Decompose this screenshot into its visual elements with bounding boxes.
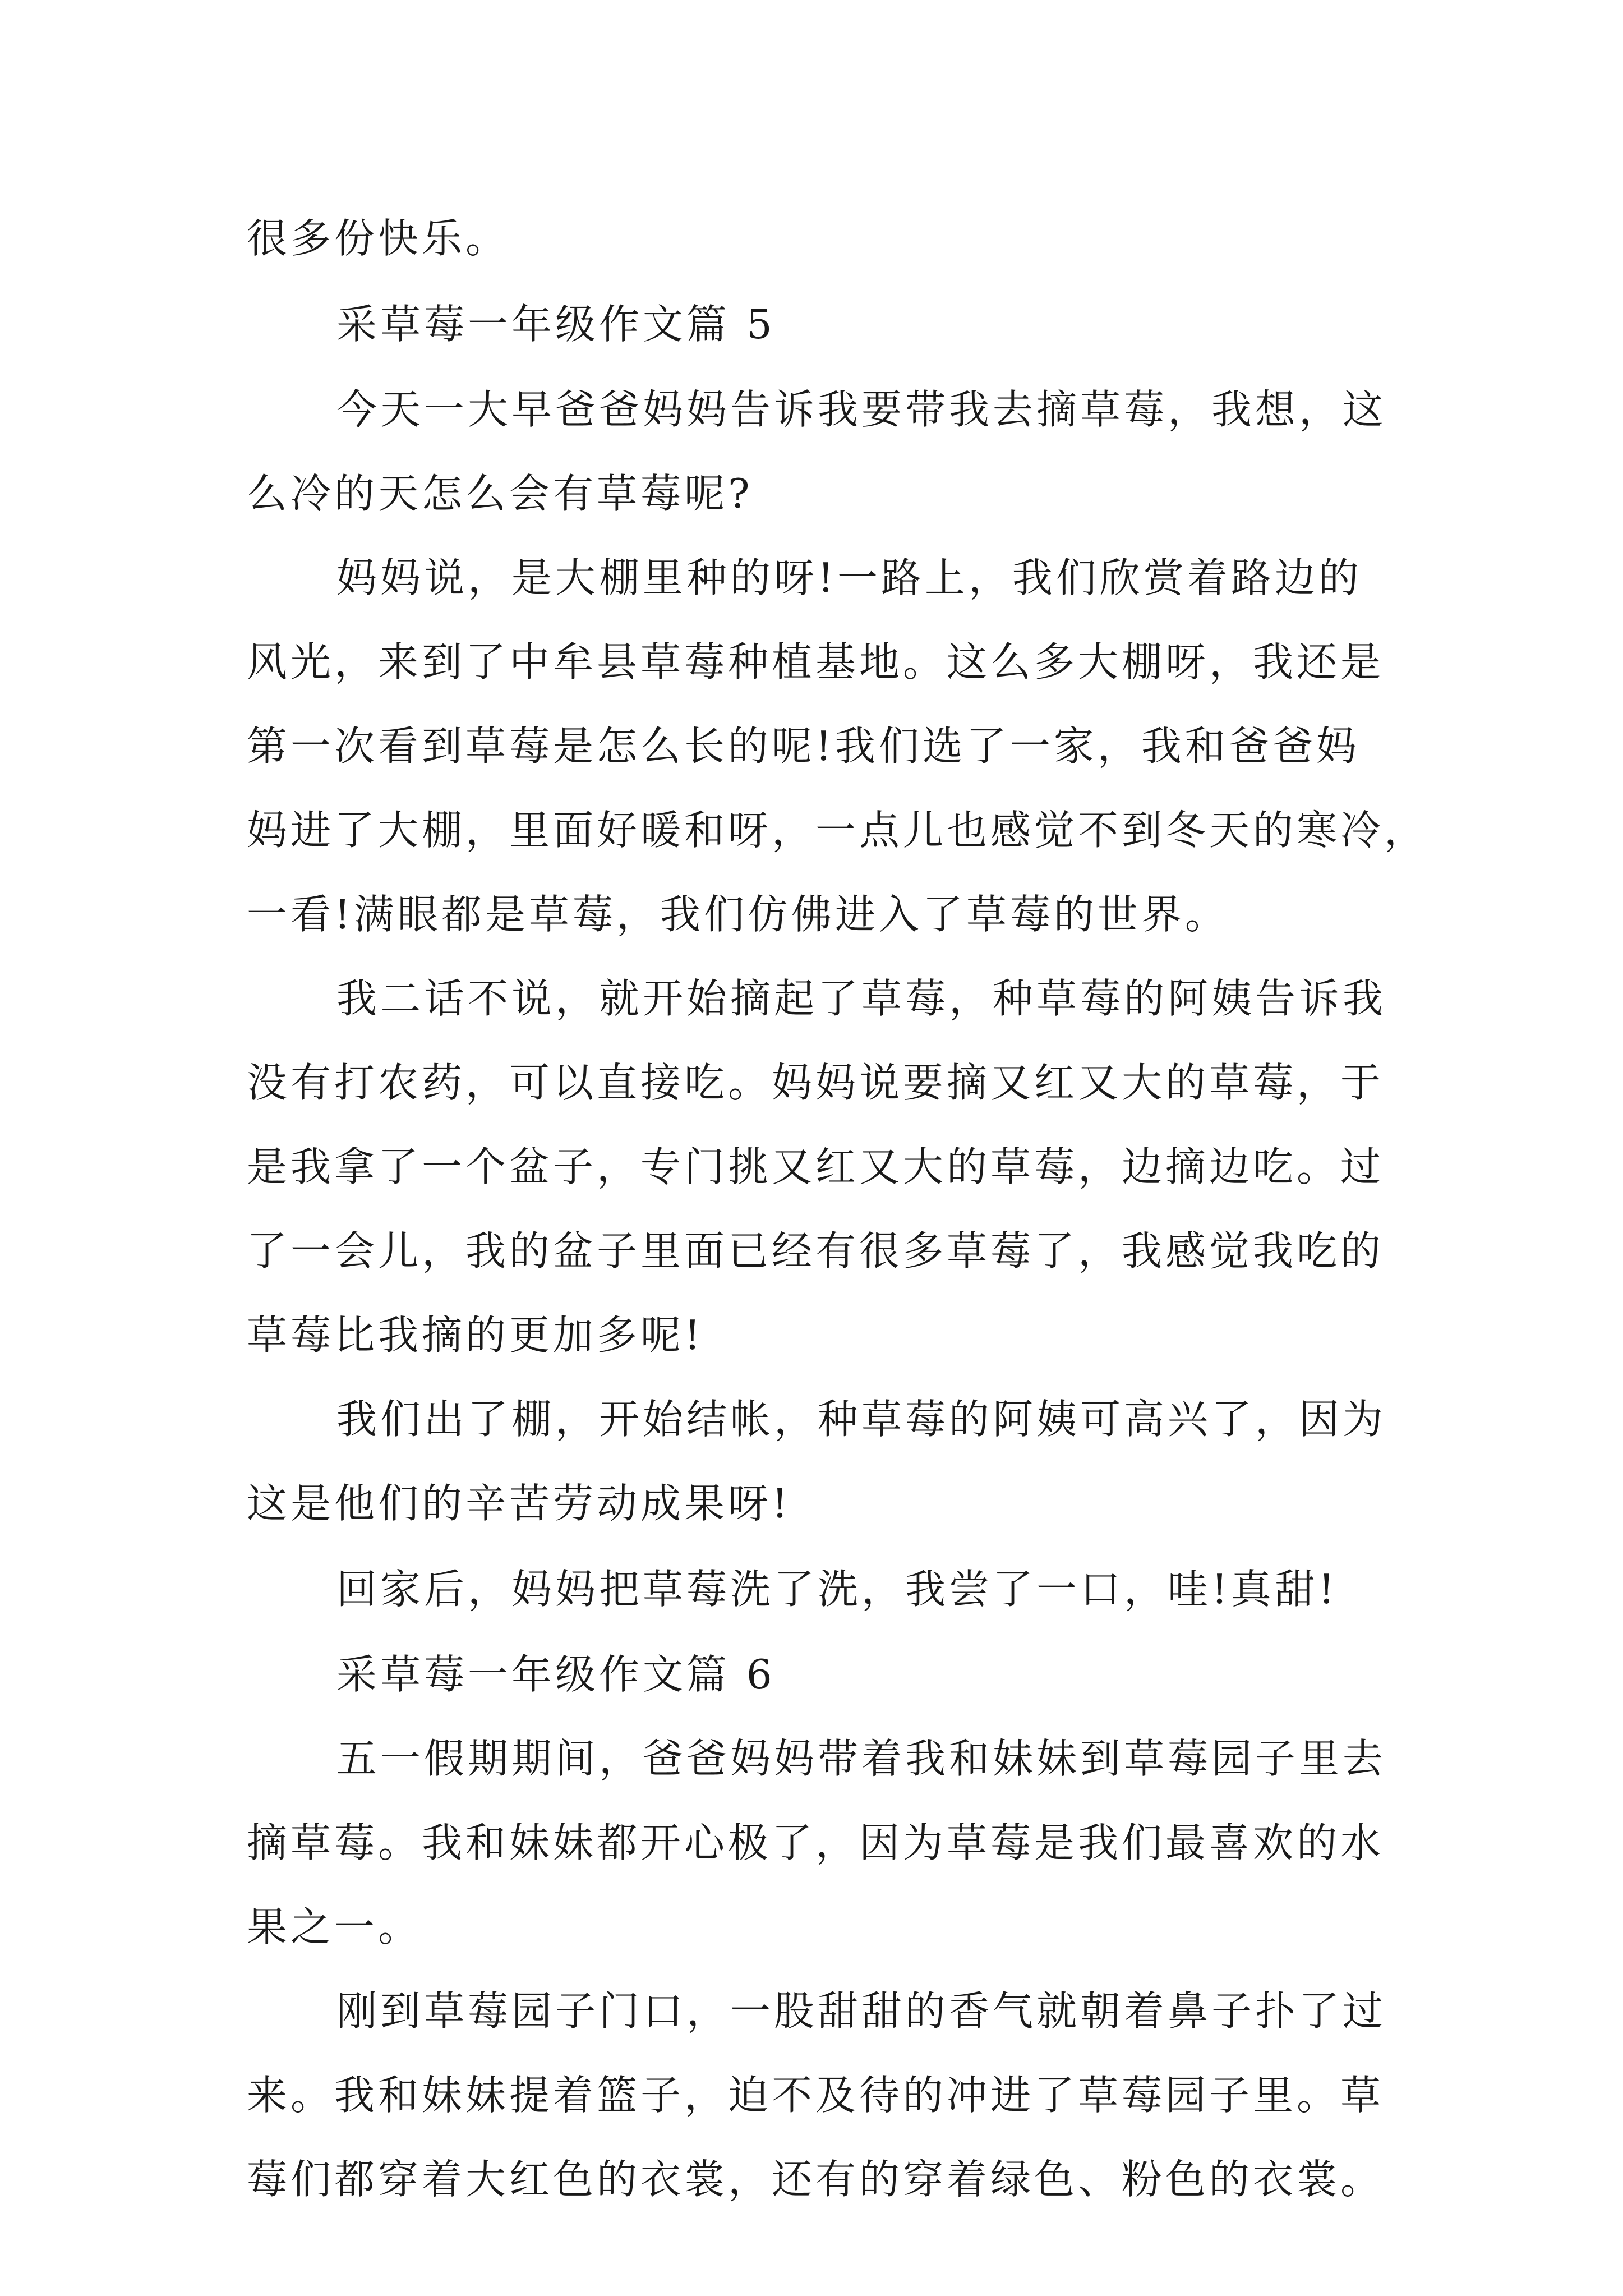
text-line: 回家后，妈妈把草莓洗了洗，我尝了一口，哇!真甜! [336, 1566, 1338, 1613]
text-line: 摘草莓。我和妹妹都开心极了，因为草莓是我们最喜欢的水 [247, 1819, 1385, 1866]
essay-heading: 采草莓一年级作文篇 6 [336, 1651, 776, 1698]
text-line: 我们出了棚，开始结帐，种草莓的阿姨可高兴了，因为 [336, 1396, 1387, 1443]
text-line: 妈妈说，是大棚里种的呀!一路上，我们欣赏着路边的 [336, 554, 1362, 601]
text-line: 妈进了大棚，里面好暖和呀，一点儿也感觉不到冬天的寒冷， [247, 807, 1428, 854]
text-line: 五一假期期间，爸爸妈妈带着我和妹妹到草莓园子里去 [336, 1735, 1387, 1782]
text-line: 刚到草莓园子门口，一股甜甜的香气就朝着鼻子扑了过 [336, 1987, 1387, 2035]
text-line: 莓们都穿着大红色的衣裳，还有的穿着绿色、粉色的衣裳。 [247, 2156, 1385, 2203]
text-line: 草莓比我摘的更加多呢! [247, 1312, 704, 1359]
text-line: 是我拿了一个盆子，专门挑又红又大的草莓，边摘边吃。过 [247, 1143, 1385, 1190]
text-line: 没有打农药，可以直接吃。妈妈说要摘又红又大的草莓，于 [247, 1059, 1385, 1106]
text-line: 很多份快乐。 [247, 215, 510, 262]
text-line: 风光，来到了中牟县草莓种植基地。这么多大棚呀，我还是 [247, 638, 1385, 685]
text-line: 么冷的天怎么会有草莓呢? [247, 470, 753, 517]
text-line: 来。我和妹妹提着篮子，迫不及待的冲进了草莓园子里。草 [247, 2072, 1385, 2119]
text-line: 第一次看到草莓是怎么长的呢!我们选了一家，我和爸爸妈 [247, 723, 1360, 770]
text-line: 我二话不说，就开始摘起了草莓，种草莓的阿姨告诉我 [336, 975, 1387, 1022]
text-line: 了一会儿，我的盆子里面已经有很多草莓了，我感觉我吃的 [247, 1227, 1385, 1274]
text-line: 这是他们的辛苦劳动成果呀! [247, 1480, 791, 1527]
essay-heading: 采草莓一年级作文篇 5 [336, 301, 776, 348]
text-line: 一看!满眼都是草莓，我们仿佛进入了草莓的世界。 [247, 891, 1229, 938]
text-line: 果之一。 [247, 1903, 422, 1950]
text-line: 今天一大早爸爸妈妈告诉我要带我去摘草莓，我想，这 [336, 386, 1387, 433]
